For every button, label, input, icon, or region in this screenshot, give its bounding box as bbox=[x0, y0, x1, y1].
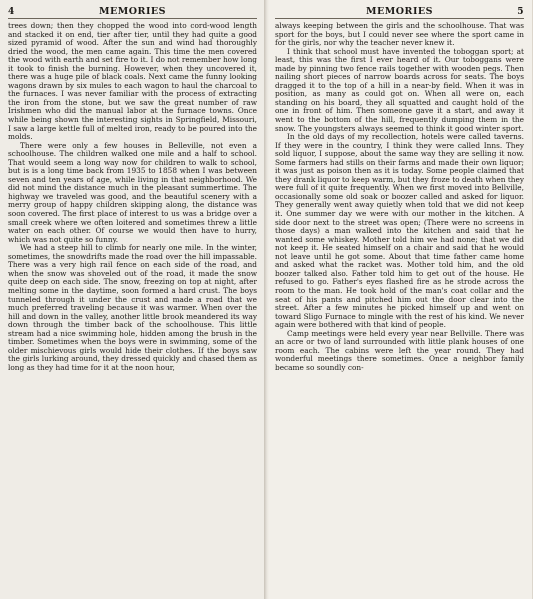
left-paragraph-1: trees down; then they chopped the wood into cord-wood length and stacked it on end, tier after tier, until they had quite a good sized pyramid of wood. After the sun and wind had thoroughly dried the wood, the men came again. This time the men covered the wood with earth and set fire to it. I do not remember how long it took to finish the burning. However, when they uncovered it, there was a huge pile of black coals. Next came the funny looking wagons drawn by six mules to each wagon to haul the charcoal to the furnaces. I was never familiar with the process of extracting the iron from the stone, but we saw the great number of raw Irishmen who did the manual labor at the furnace towns. Once while being shown the interesting sights in Springfield, Missouri, I saw a large kettle full of melted iron, ready to be poured into the molds. bbox=[8, 21, 257, 142]
right-page bbox=[266, 0, 532, 599]
left-page-number: 4 bbox=[8, 7, 15, 17]
right-page-number: 5 bbox=[517, 7, 524, 17]
left-page bbox=[0, 0, 266, 599]
right-body-text bbox=[275, 22, 524, 372]
left-running-title: MEMORIES bbox=[99, 6, 166, 17]
right-paragraph-2: I think that school must have invented the toboggan sport; at least, this was the first I ever heard of it. Our toboggans were made by pinning two fence rails together with wooden pegs. Then nailing short pieces of narrow boards across for seats. The boys dragged it to the top of a hill in a near-by field. When it was in position, as many as could got on. When all were on, each standing on his board, they all squatted and caught hold of the one in front of him. Then someone gave it a start, and away it went to the bottom of the hill, frequently dumping them in the snow. The youngsters always seemed to think it good winter sport. bbox=[275, 46, 524, 133]
left-body-text bbox=[8, 22, 257, 372]
left-paragraph-2: There were only a few houses in Belleville, not even a schoolhouse. The children walked one mile and a half to school. That would seem a long way now for children to walk to school, but is is a long time back from 1935 to 1858 when I was between seven and ten years of age, while living in that neighborhood. We did not mind the distance much in the pleasant summertime. The highway we traveled was good, and the beautiful scenery with a merry group of happy children skipping along, the distance was soon covered. The first place of interest to us was a bridge over a small creek where we often loitered and sometimes threw a little water on each other. Of course we would then have to hurry, which was not quite so funny. bbox=[8, 140, 257, 244]
right-paragraph-4: Camp meetings were held every year near Bellville. There was an acre or two of land surrounded with little plank houses of one room each. The cabins were left the year round. They had wonderful meetings there sometimes. Once a neighbor family became so soundly con- bbox=[275, 328, 524, 372]
book-gutter bbox=[264, 0, 269, 599]
right-paragraph-3: In the old days of my recollection, hotels were called taverns. If they were in the country, I think they were called Inns. They sold liquor, I suppose, about the same way they are selling it now. Some farmers had stills on their farms and made their own liquor; it was just as poison then as it is today. Some people claimed that they drank liquor to keep warm, but they froze to death when they were full of it quite frequently. When we first moved into Bellville, occasionally some old soak or boozer called and asked for liquor. They generally went away quietly when told that we did not keep it. One summer day we were with our mother in the kitchen. A side door next to the street was open; (There were no screens in those days) a man walked into the kitchen and said that he wanted some whiskey. Mother told him we had none; that we did not keep it. He seated himself on a chair and said that he would not leave until he got some. About that time father came home and asked what the racket was. Mother told him, and the old boozer talked also. Father told him to get out of the house. He refused to go. Father's eyes flashed fire as he strode across the room to the man. He took hold of the man's coat collar and the seat of his pants and pitched him out the door clear into the street. After a few minutes he picked himself up and went on toward Sligo Furnace to mingle with the rest of his kind. We never again were bothered with that kind of people. bbox=[275, 132, 524, 330]
left-running-head bbox=[8, 6, 257, 19]
right-running-title: MEMORIES bbox=[366, 6, 433, 17]
right-paragraph-1: always keeping between the girls and the schoolhouse. That was sport for the boys, but I could never see where the sport came in for the girls, nor why the teacher never knew it. bbox=[275, 21, 524, 48]
left-paragraph-3: We had a steep hill to climb for nearly one mile. In the winter, sometimes, the snowdrifts made the road over the hill impassable. There was a very high rail fence on each side of the road, and when the snow was shoveled out of the road, it made the snow quite deep on each side. The snow, freezing on top at night, after melting some in the daytime, soon formed a hard crust. The boys tunneled through it under the crust and made a road that we much preferred traveling because it was warmer. When over the hill and down in the valley, another little brook meandered its way down through the timber back of the schoolhouse. This little stream had a nice swimming hole, hidden among the brush in the timber. Sometimes when the boys were in swimming, some of the older mischievous girls would hide their clothes. If the boys saw the girls lurking around, they dressed quickly and chased them as long as they had time for it at the noon hour, bbox=[8, 243, 257, 372]
right-running-head bbox=[275, 6, 524, 19]
